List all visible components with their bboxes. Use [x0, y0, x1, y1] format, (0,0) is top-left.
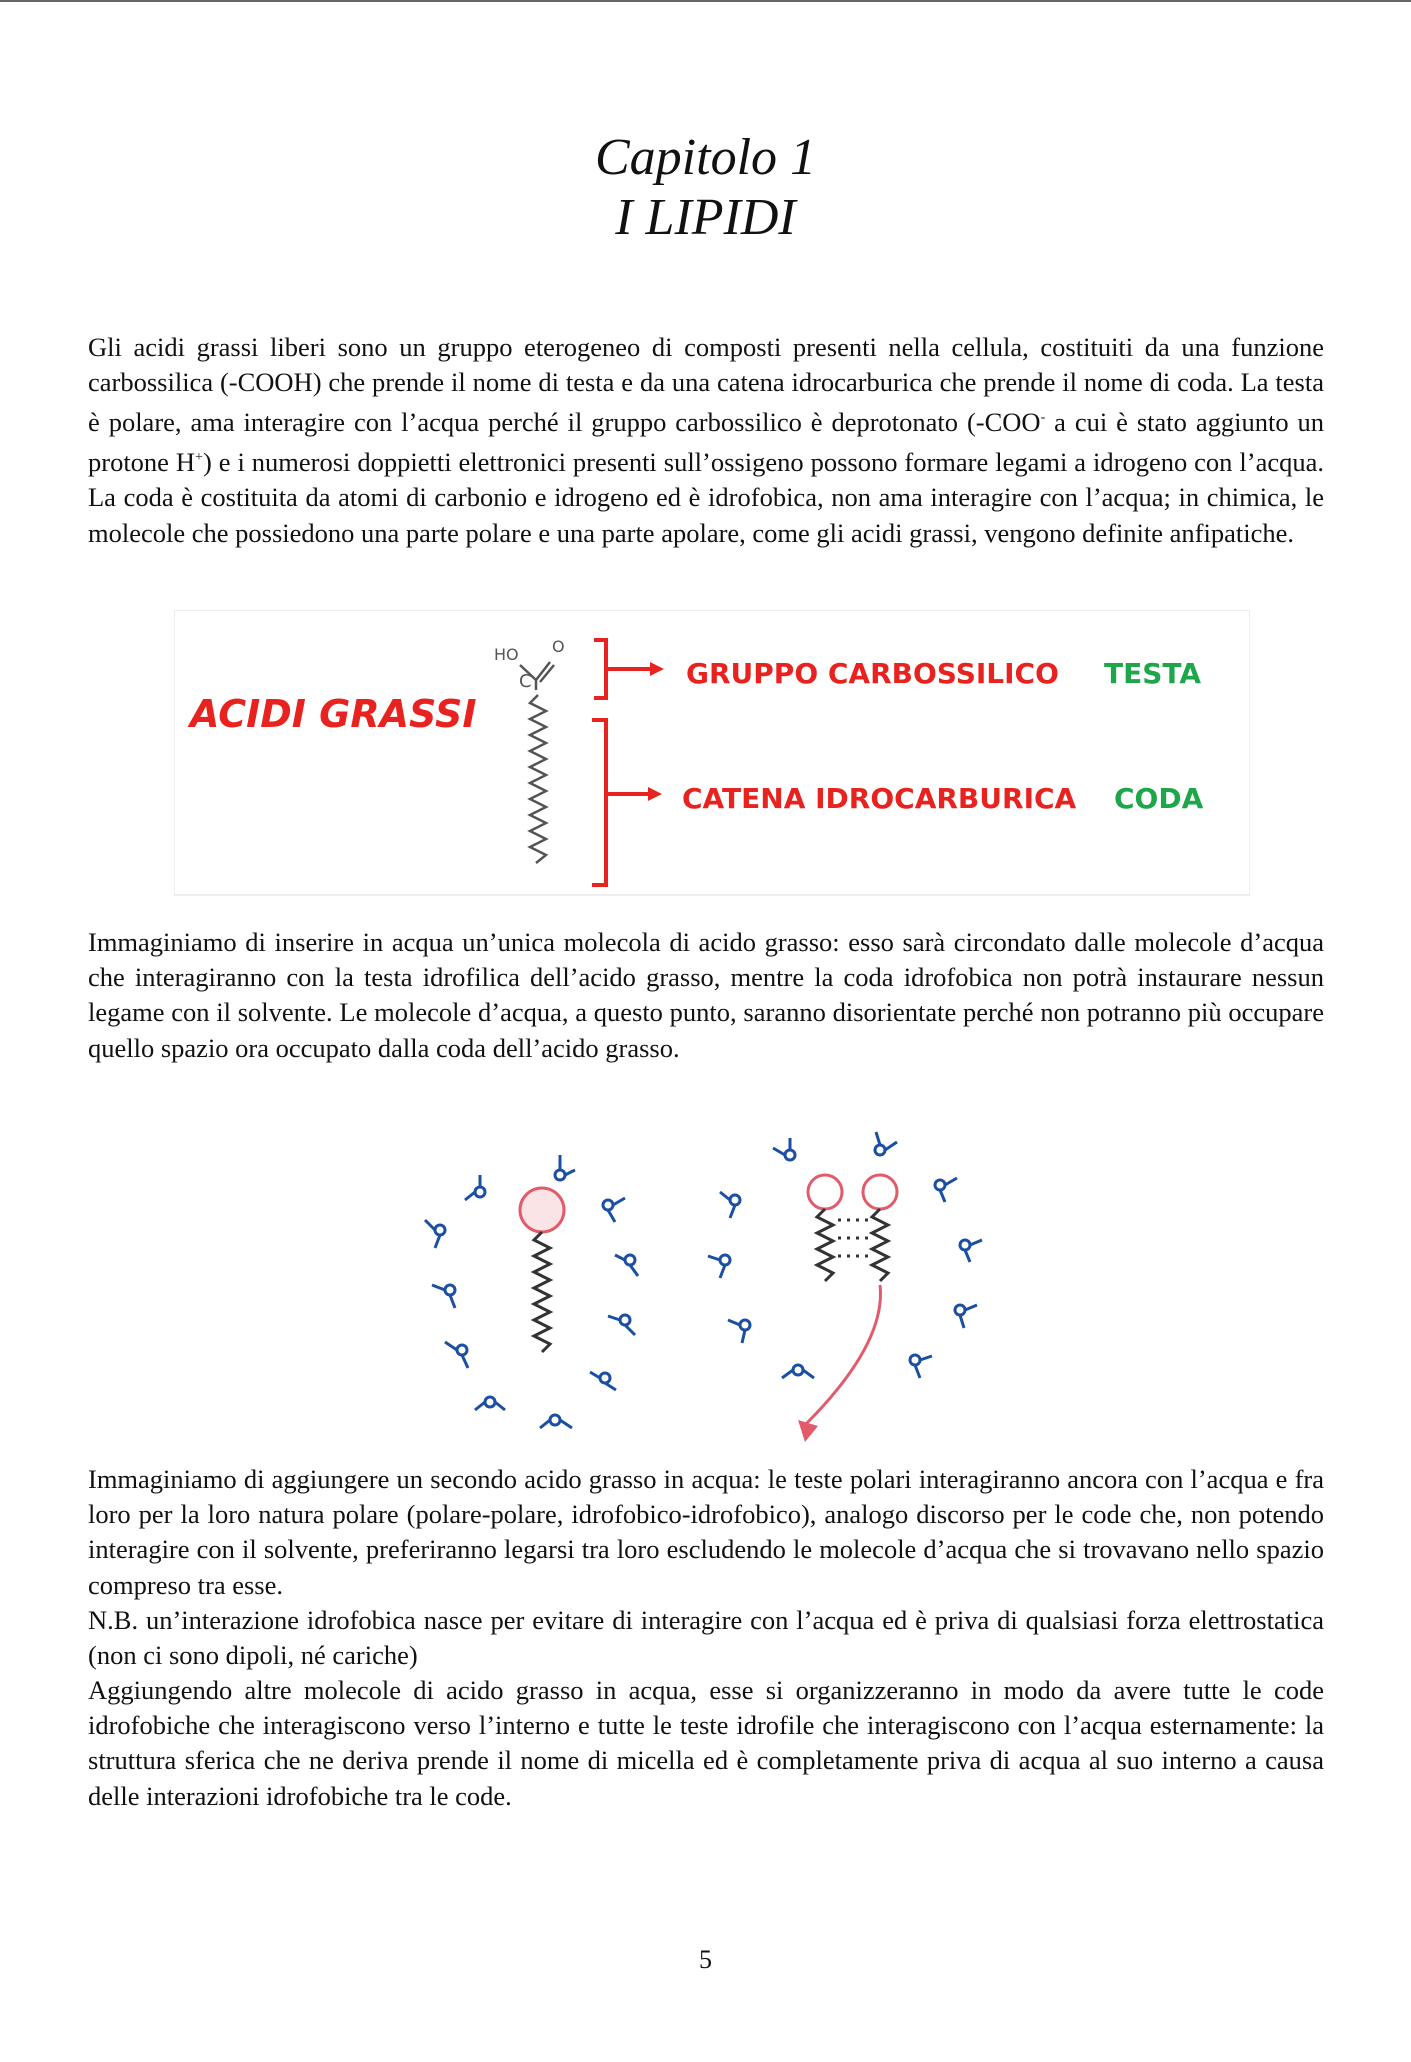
fatty-acid-figure [174, 610, 1250, 910]
chapter-name: I LIPIDI [615, 189, 796, 246]
testa-label: TESTA [1104, 657, 1201, 690]
svg-text:O: O [552, 637, 565, 656]
hydrophobic-interaction-dots [838, 1220, 868, 1256]
catena-label: CATENA IDROCARBURICA [682, 782, 1077, 815]
chapter-title [0, 128, 1411, 248]
right-fatty-acid-tail-1 [817, 1209, 833, 1281]
paragraph-intro: Gli acidi grassi liberi sono un gruppo eterogeneo di composti presenti nella cellula, costituiti da una funzione carbossilica (-COOH) che prende il nome di testa e da una catena idrocarburica che prende il nome di coda. La testa è polare, ama interagire con l’acqua perché il gruppo carbossilico è deprotonato (-COO- a cui è stato aggiunto un protone H+) e i numerosi doppietti elettronici presenti sull’ossigeno possono formare legami a idrogeno con l’acqua. La coda è costituita da atomi di carbonio e idrogeno ed è idrofobica, non ama interagire con l’acqua; in chimica, le molecole che possiedono una parte polare e una parte apolare, come gli acidi grassi, vengono definite anfipatiche. [88, 332, 1324, 548]
chapter-number: Capitolo 1 [594, 129, 817, 186]
paragraph-two-molecules: Immaginiamo di aggiungere un secondo acido grasso in acqua: le teste polari interagiranno ancora con l’acqua e fra loro per la loro natura polare (polare-polare, idrofobico-idrofobico), analogo discorso per le code che, non potendo interagire con il solvente, preferiranno legarsi tra loro escludendo le molecole d’acqua che si trovavano nello spazio compreso tra esse. [88, 1464, 1324, 1600]
displacement-arrow [805, 1285, 880, 1425]
fatty-acid-diagram [174, 610, 1250, 910]
left-fatty-acid-tail [534, 1232, 550, 1352]
paragraph-note: N.B. un’interazione idrofobica nasce per evitare di interagire con l’acqua ed è priva di qualsiasi forza elettrostatica (non ci sono dipoli, né cariche) [88, 1605, 1324, 1671]
displacement-arrowhead [798, 1420, 818, 1442]
acidi-grassi-label: ACIDI GRASSI [190, 692, 477, 736]
water-molecules-right [708, 1132, 982, 1378]
paragraph-single-molecule: Immaginiamo di inserire in acqua un’unica molecola di acido grasso: esso sarà circondato dalle molecole d’acqua che interagiranno con la testa idrofilica dell’acido grasso, mentre la coda idrofobica non potrà instaurare nessun legame con il solvente. Le molecole d’acqua, a questo punto, saranno disorientate perché non potranno più occupare quello spazio ora occupato dalla coda dell’acido grasso. [88, 927, 1324, 1063]
top-border [0, 0, 1411, 2]
gruppo-carbossilico-label: GRUPPO CARBOSSILICO [686, 657, 1059, 690]
right-fatty-acid-tail-2 [872, 1209, 888, 1281]
water-interaction-diagram [380, 1080, 1060, 1465]
coda-label: CODA [1114, 782, 1204, 815]
svg-text:HO: HO [494, 645, 519, 664]
right-fatty-acid-head-2 [863, 1175, 897, 1209]
right-fatty-acid-head-1 [808, 1175, 842, 1209]
water-molecules-figure [380, 1080, 1060, 1465]
left-fatty-acid-head [520, 1188, 564, 1232]
paragraph-micelle: Aggiungendo altre molecole di acido grasso in acqua, esse si organizzeranno in modo da avere tutte le code idrofobiche che interagiscono verso l’interno e tutte le teste idrofile che interagiscono con l’acqua esternamente: la struttura sferica che ne deriva prende il nome di micella ed è completamente priva di acqua al suo interno a causa delle interazioni idrofobiche tra le code. [88, 1675, 1324, 1811]
svg-text:C: C [519, 671, 532, 692]
page-number: 5 [699, 1945, 712, 1974]
